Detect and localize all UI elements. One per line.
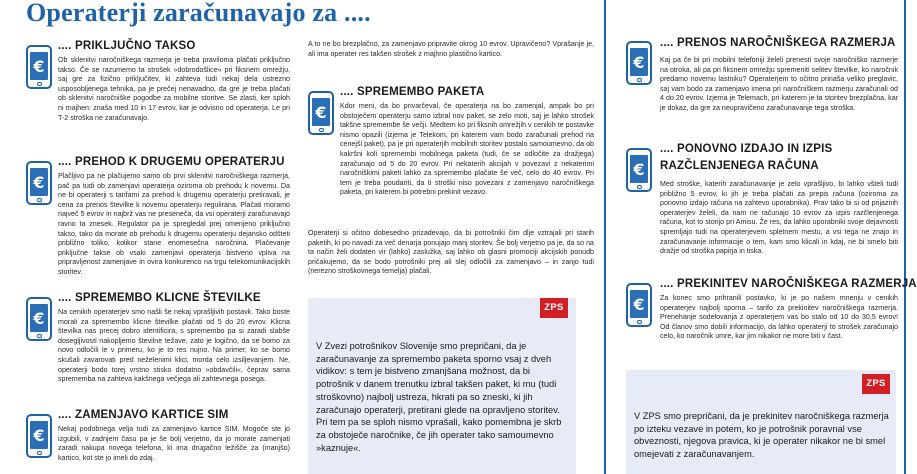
text-prekinitev-razmerja: Za konec smo prihranili postavko, ki je po našem mnenju v cenikih operaterjev najbolj sporna – tarifo za prekinitev naročniškega razmerja. Prenehanje sodelovanja z operaterjem vas bo stalo od 10 do 30,5 evrov! Od članov smo dobili informacijo, da lahko operaterji to strošek zaračunajo celo, ko naročnik umre, kar jim nikakor ne more biti v čast. [660, 294, 898, 341]
phone-euro-icon: € [26, 161, 52, 205]
text-prehod-k-operaterju: Plačljivo pa ne plačujemo samo ob prvi sklenitvi naročniškega razmerja, pač pa tudi ob zamenjavi operaterja oziroma ob prehodu k novemu. Da ne bi operaterji s tarifami za prehod k drugemu operaterju pretiravali, je cena za prenos številke k novemu operaterju regulirana. Plačati moramo največ 5 evrov in najbrž vas ne preseneča, da vsi operaterji zaračunavajo ravno ta znesek. Regulator pa je spregledal prej omenjeno priključno takso, tako da morate ob prehodu k drugemu operaterju dejansko odšteti približno toliko, kolikor stane enomesečna naročnina. Plačevanje priključne takse ob vsaki zamenjavi operaterja bistveno vpliva na pripravljenost zamenjave in ovira konkurenco na trgu telekomunikacijskih storitev. [58, 172, 290, 276]
heading-prikljucno-takso: .... PRIKLJUČNO TAKSO [58, 40, 196, 52]
page-title: Operaterji zaračunavajo za .... [26, 0, 371, 27]
page-edge-rule [904, 0, 906, 474]
phone-euro-icon: € [626, 41, 652, 85]
phone-euro-icon: € [26, 297, 52, 341]
phone-euro-icon: € [626, 283, 652, 327]
heading-prehod-k-operaterju: .... PREHOD K DRUGEMU OPERATERJU [58, 156, 285, 168]
heading-izpis-racuna-line1: .... PONOVNO IZDAJO IN IZPIS [660, 143, 833, 155]
heading-izpis-racuna-line2: RAZČLENJENEGA RAČUNA [660, 160, 819, 172]
text-izpis-racuna: Med stroške, katerih zaračunavanje je zelo vprašljivo, bi lahko všteli tudi približno 5 evrov, ki jih je treba plačati za prepis računa (oziroma za ponovno izdajo računa na zahtevo uporabnika). Prav tako bi si od prijaznih operaterjev želeli, da nam ne računajo 10 evrov za izpis razčlenjenega računa, kot to storijo pri Amisu. Že res, da lahko uporabniki svoje dejavnosti spremljajo tudi na operaterjevem spletnem mestu, a vsi tega ne znajo in zaračunavanje informacije o tem, kam smo klicali in kdaj, ne bi smelo biti dražje od stroška papirja in tiska. [660, 180, 898, 256]
heading-klicne-stevilke: .... SPREMEMBO KLICNE ŠTEVILKE [58, 292, 261, 304]
text-sprememba-paketa: Kdor meni, da bo privarčeval, če operaterja na bo zamenjal, ampak bo pri obstoječem operaterju samo izbral nov paket, se zelo moti, saj je lahko strošek takšne spremembe še večji. Medtem ko pri fiksnih omrežjih v cenikih te postavke nismo opazili (izjema je Telekom, pri katerem vam bodo zaračunali prehod na cenejši paket), pa je pri operaterjih mobilnih storitev postalo samoumevno, da ob kakršni koli spremembi mobilnega paketa (tudi, če se odločite za dražjega) zaračunajo od 5 do 20 evrov. Pri nekaterih akcijah v povezavi z nekaterimi naročniškimi paketi lahko za spremembo plačate še več, celo do 40 evrov. Pri tem je treba poudariti, da ti stroški niso povezani z zamenjavo naročniškega paketa, pri katerem bi potrebni prekinit vezavo. [340, 102, 594, 197]
phone-euro-icon: € [26, 45, 52, 89]
text-prenos-razmerja: Kaj pa če bi pri mobilni telefoniji želeli prenesti svoje naročniško razmerje na otroka, ali pa pri fiksnem omrežju spremeniti selitev številke, ko naročnik predamo novemu lastniku? Operaterjem to očitno prinaša veliko preglavic, saj vam bodo za zamenjavo imena pri naročniškem razmerju zaračunali od 4 do 20 evrov. Izjema je Telemach, pri katerem je ta storitev brezplačna, kar je dokaz, da gre za neupravičeno zaračunavanje tega stroška. [660, 56, 898, 112]
text-klicne-stevilke: Na cenikih operaterjev smo našli še nekaj vprašljivih postavk. Tako boste morali za spremembo klicne številke plačati od 5 do 20 evrov. Klicna številka nas precej dobro identificira, s spremembo pa si zaradi slabše dosegljivosti nakopljemo številne težave, zato je logično, da se bomo za novo odločili le v primeru, ko je to res nujno. Na primer, ko se bomo skušali zavarovati pred neželenimi klici, morda celo izsiljevanjem. Ne, operaterji bodo torej vrstno stisko dodatno »obdavčili«, čeprav sama sprememba na zahteva kakšnega večjega ali zahtevnega posega. [58, 308, 290, 384]
heading-kartice-sim: .... ZAMENJAVO KARTICE SIM [58, 409, 229, 421]
zps-comment-right: V ZPS smo prepričani, da je prekinitev naročniškega razmerja po izteku vezave in potem, ko je potrošnik poravnal vse obveznosti, njegova pravica, ki je operater nikakor ne bi smel omejevati z zaračunavanjem. [634, 411, 889, 460]
heading-prekinitev-razmerja: .... PREKINITEV NAROČNIŠKEGA RAZMERJA [660, 278, 917, 290]
text-prikljucno-takso: Ob sklenitvi naročniškega razmerja je treba praviloma plačati priključno takso. Če se razumemo ta strošek »dobrodošlice« pri fiksnem omrežju, saj gre za fizično priključitev, ki zahteva tudi nekaj dela ustrezno usposobljenega tehnika, pa je prečej nenavadno, da gre je treba plačati ob sklenitvi naročniške pogodbe za mobilne storitve. Se zlasti, ker sploh ni majhen: znaša med 10 in 17 evrov, kar je odvisno od operaterja. Le pri T-2 stroška ne zaračunavajo. [58, 56, 290, 122]
column-divider [604, 0, 606, 474]
zps-comment-middle: V Zvezi potrošnikov Slovenije smo prepričani, da je zaračunavanje za spremembo paketa sporno vsaj z dveh vidikov: s tem je bistveno zmanjšana možnost, da bi potrošnik v danem trenutku izbral takšen paket, ki mu (tudi stroškovno) najbolj ustreza, hkrati pa so zneski, ki jih zaračunajo operaterji, pretirani glede na opravljeno storitev. Pri tem pa se sploh nismo vprašali, kako pomembna je skrb za obstoječe naročnike, če jih operater tako samoumevno »kaznuje«. [316, 341, 562, 453]
text-sprememba-paketa-continued: Operaterji si očitno dobesedno prizadevajo, da bi potrošniki čim dlje vztrajali pri starih paketih, ki po navadi za več denarja ponujajo manj storitev. Še bolj verjetno pa je, da so na ta način želi dodaten vir (lahko) zaslužka, saj lahko ob glasni promociji akcijskih ponudb pričakujemo, da se bodo potrošniki prej ali slej odločili za zamenjavo – in zanjo tudi (nerezno stroškovnega temelja) plačali. [308, 229, 594, 276]
phone-euro-icon: € [626, 148, 652, 192]
phone-euro-icon: € [26, 414, 52, 458]
text-kartice-sim-continued: A to ne bo brezplačno, za zamenjavo pripravite okrog 10 evrov. Upravičeno? Vprašanje je, ali ima operater res takšen strošek z majhno plastično kartico. [308, 40, 594, 58]
text-kartice-sim: Nekaj podobnega velja tudi za zamenjavo kartice SIM. Mogoče ste jo izgubili, v zadnjem času pa je še bolj verjetno, da jo morate zamenjati zaradi nakupa novega telefona, ki ima drugačno ležišče za (manjšo) kartico, kot ste jo imeli do zdaj. [58, 425, 290, 462]
phone-euro-icon: € [308, 91, 334, 135]
heading-prenos-razmerja: .... PRENOS NAROČNIŠKEGA RAZMERJA [660, 37, 896, 49]
heading-sprememba-paketa: .... SPREMEMBO PAKETA [340, 86, 485, 98]
zps-logo: ZPS [862, 374, 890, 394]
zps-logo: ZPS [540, 298, 568, 318]
